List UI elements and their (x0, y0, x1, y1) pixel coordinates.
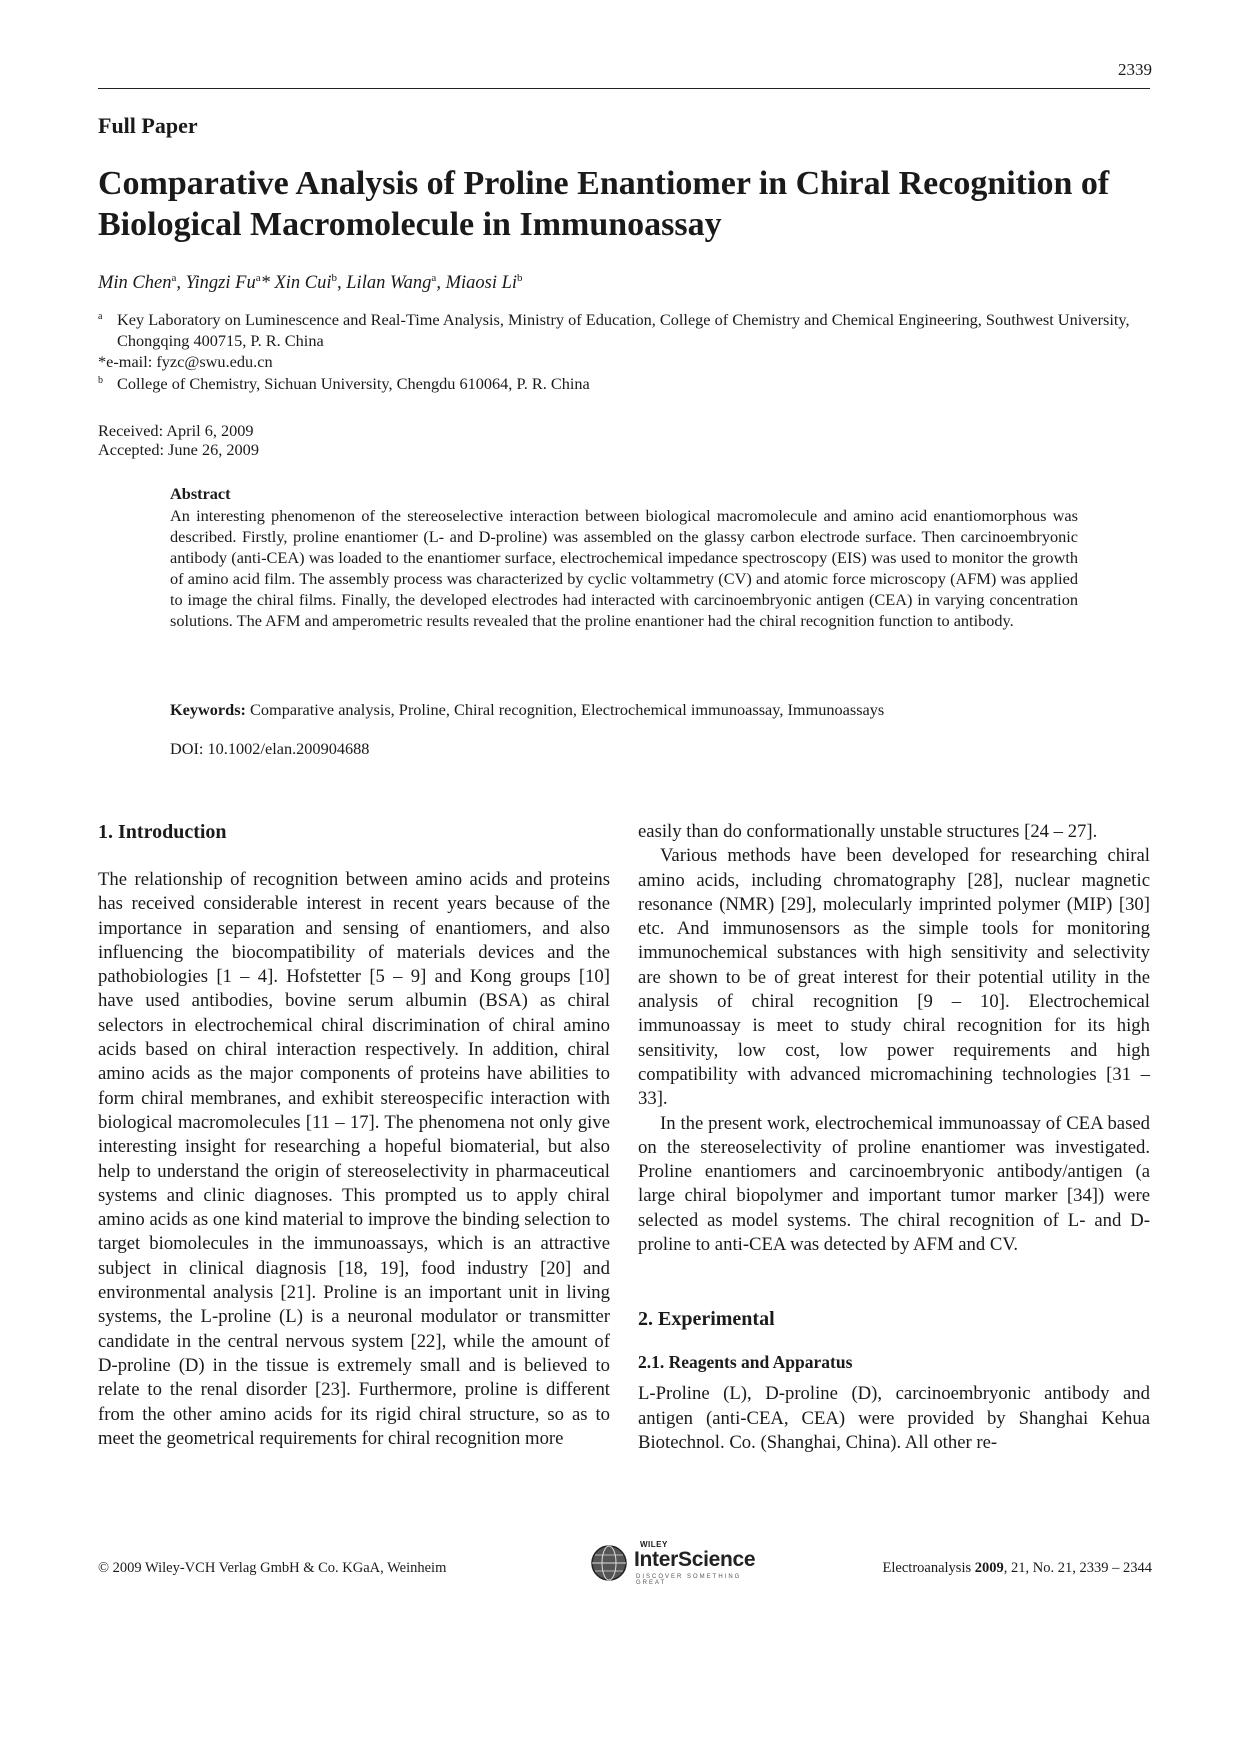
affiliation-mark: b (98, 375, 103, 386)
author: Min Chen$^a$, (98, 272, 186, 294)
author: Miaosi Li$^b$ (445, 272, 523, 294)
globe-icon (590, 1544, 628, 1582)
body-paragraph: In the present work, electrochemical immunoassay of CEA based on the stereoselectivity of proline enantiomer was investigated. Proline enantiomers and carcinoembryonic antibody/antigen (a large chiral biopolymer and important tumor marker [34]) were selected as model systems. The chiral recognition of L- and D-proline to anti-CEA was detected by AFM and CV. (638, 1112, 1150, 1256)
corresponding-email: *e-mail: fyzc@swu.edu.cn (98, 352, 273, 371)
paper-title: Comparative Analysis of Proline Enantiomer in Chiral Recognition of Biological Macromolecule in Immunoassay (98, 165, 1110, 243)
page-number: 2339 (1118, 60, 1152, 79)
section-label: Full Paper (98, 113, 198, 138)
keywords-text: Comparative analysis, Proline, Chiral recognition, Electrochemical immunoassay, Immunoassays (250, 700, 885, 719)
journal-citation: Electroanalysis 2009, 21, No. 21, 2339 – 2344 (882, 1560, 1152, 1576)
body-paragraph: L-Proline (L), D-proline (D), carcinoembryonic antibody and antigen (anti-CEA, CEA) were provided by Shanghai Kehua Biotechnol. Co. (Shanghai, China). All other re- (638, 1383, 1150, 1453)
body-paragraph: easily than do conformationally unstable structures [24 – 27]. (638, 821, 1098, 842)
header-rule (98, 88, 1150, 89)
left-column (98, 820, 610, 1451)
logo-name: InterScience (634, 1548, 756, 1571)
affiliation-b (98, 373, 1157, 394)
abstract (170, 483, 1078, 631)
accepted-date: Accepted: June 26, 2009 (98, 440, 259, 459)
intro-heading: 1. Introduction (98, 821, 227, 843)
keywords-label: Keywords: (170, 700, 246, 719)
received-date: Received: April 6, 2009 (98, 421, 254, 440)
experimental-heading: 2. Experimental (638, 1308, 775, 1331)
affiliation-text: College of Chemistry, Sichuan University, Chengdu 610064, P. R. China (117, 374, 590, 393)
abstract-text: An interesting phenomenon of the stereoselective interaction between biological macromolecule and amino acid enantiomorphous was described. Firstly, proline enantiomer (L- and D-proline) was assembled on the glassy carbon electrode surface. Then carcinoembryonic antibody (anti-CEA) was loaded to the enantiomer surface, electrochemical impedance spectroscopy (EIS) was used to monitor the growth of amino acid film. The assembly process was characterized by cyclic voltammetry (CV) and atomic force microscopy (AFM) was applied to image the chiral films. Finally, the developed electrodes had interacted with carcinoembryonic antigen (CEA) in varying concentration solutions. The AFM and amperometric results revealed that the proline enantioner had the chiral recognition function to antibody. (170, 506, 1078, 630)
right-column (638, 820, 1150, 1455)
affiliation-text: Key Laboratory on Luminescence and Real-Time Analysis, Ministry of Education, College of Chemistry and Chemical Engineering, Southwest University, Chongqing 400715, P. R. China (117, 310, 1130, 350)
subsection-heading: 2.1. Reagents and Apparatus (638, 1352, 853, 1373)
author-list (98, 272, 523, 294)
interscience-logo (590, 1540, 760, 1588)
logo-tagline: DISCOVER SOMETHING GREAT (636, 1574, 742, 1586)
affiliation-a (98, 309, 1157, 351)
logo-brand: WILEY (640, 1540, 668, 1549)
body-paragraph: Various methods have been developed for researching chiral amino acids, including chromatography [28], nuclear magnetic resonance (NMR) [29], molecularly imprinted polymer (MIP) [30] etc. And immunosensors as the simple tools for monitoring immunochemical substances with high sensitivity and selectivity are shown to be of great interest for their potential utility in the analysis of chiral recognition [9 – 10]. Electrochemical immunoassay is meet to study chiral recognition for its high sensitivity, low cost, low power requirements and high compatibility with advanced micromachining technologies [31 – 33]. (638, 845, 1150, 1110)
author: Yingzi Fu$^a$* (185, 272, 270, 294)
dates (98, 421, 259, 459)
author: Xin Cui$^b$, (274, 272, 347, 294)
doi: DOI: 10.1002/elan.200904688 (170, 739, 370, 758)
affiliation-mark: a (98, 311, 103, 322)
intro-paragraph: The relationship of recognition between amino acids and proteins has received considerable interest in recent years because of the importance in separation and sensing of enantiomers, and also influencing the biocompatibility of materials devices and the pathobiologies [1 – 4]. Hofstetter [5 – 9] and Kong groups [10] have used antibodies, bovine serum albumin (BSA) as chiral selectors in electrochemical chiral discrimination of chiral amino acids based on chiral interaction respectively. In addition, chiral amino acids as the major components of proteins have abilities to form chiral membranes, and exhibit stereospecific interaction with biological macromolecules [11 – 17]. The phenomena not only give interesting insight for researching a hopeful biomaterial, but also help to understand the origin of stereoselectivity in pharmaceutical systems and clinic diagnoses. This prompted us to apply chiral amino acids as one kind material to improve the binding selection to target biomolecules in the immunoassays, which is an attractive subject in clinical diagnosis [18, 19], food industry [20] and environmental analysis [21]. Proline is an important unit in living systems, the L-proline (L) is a neuronal modulator or transmitter candidate in the central nervous system [22], while the amount of D-proline (D) in the tissue is extremely small and is believed to relate to the renal disorder [23]. Furthermore, proline is different from the other amino acids for its rigid chiral structure, so as to meet the geometrical requirements for chiral recognition more (98, 869, 610, 1449)
author: Lilan Wang$^a$, (346, 272, 446, 294)
abstract-heading: Abstract (170, 484, 231, 503)
copyright-notice: © 2009 Wiley-VCH Verlag GmbH & Co. KGaA, Weinheim (98, 1560, 447, 1576)
keywords (170, 700, 1078, 720)
